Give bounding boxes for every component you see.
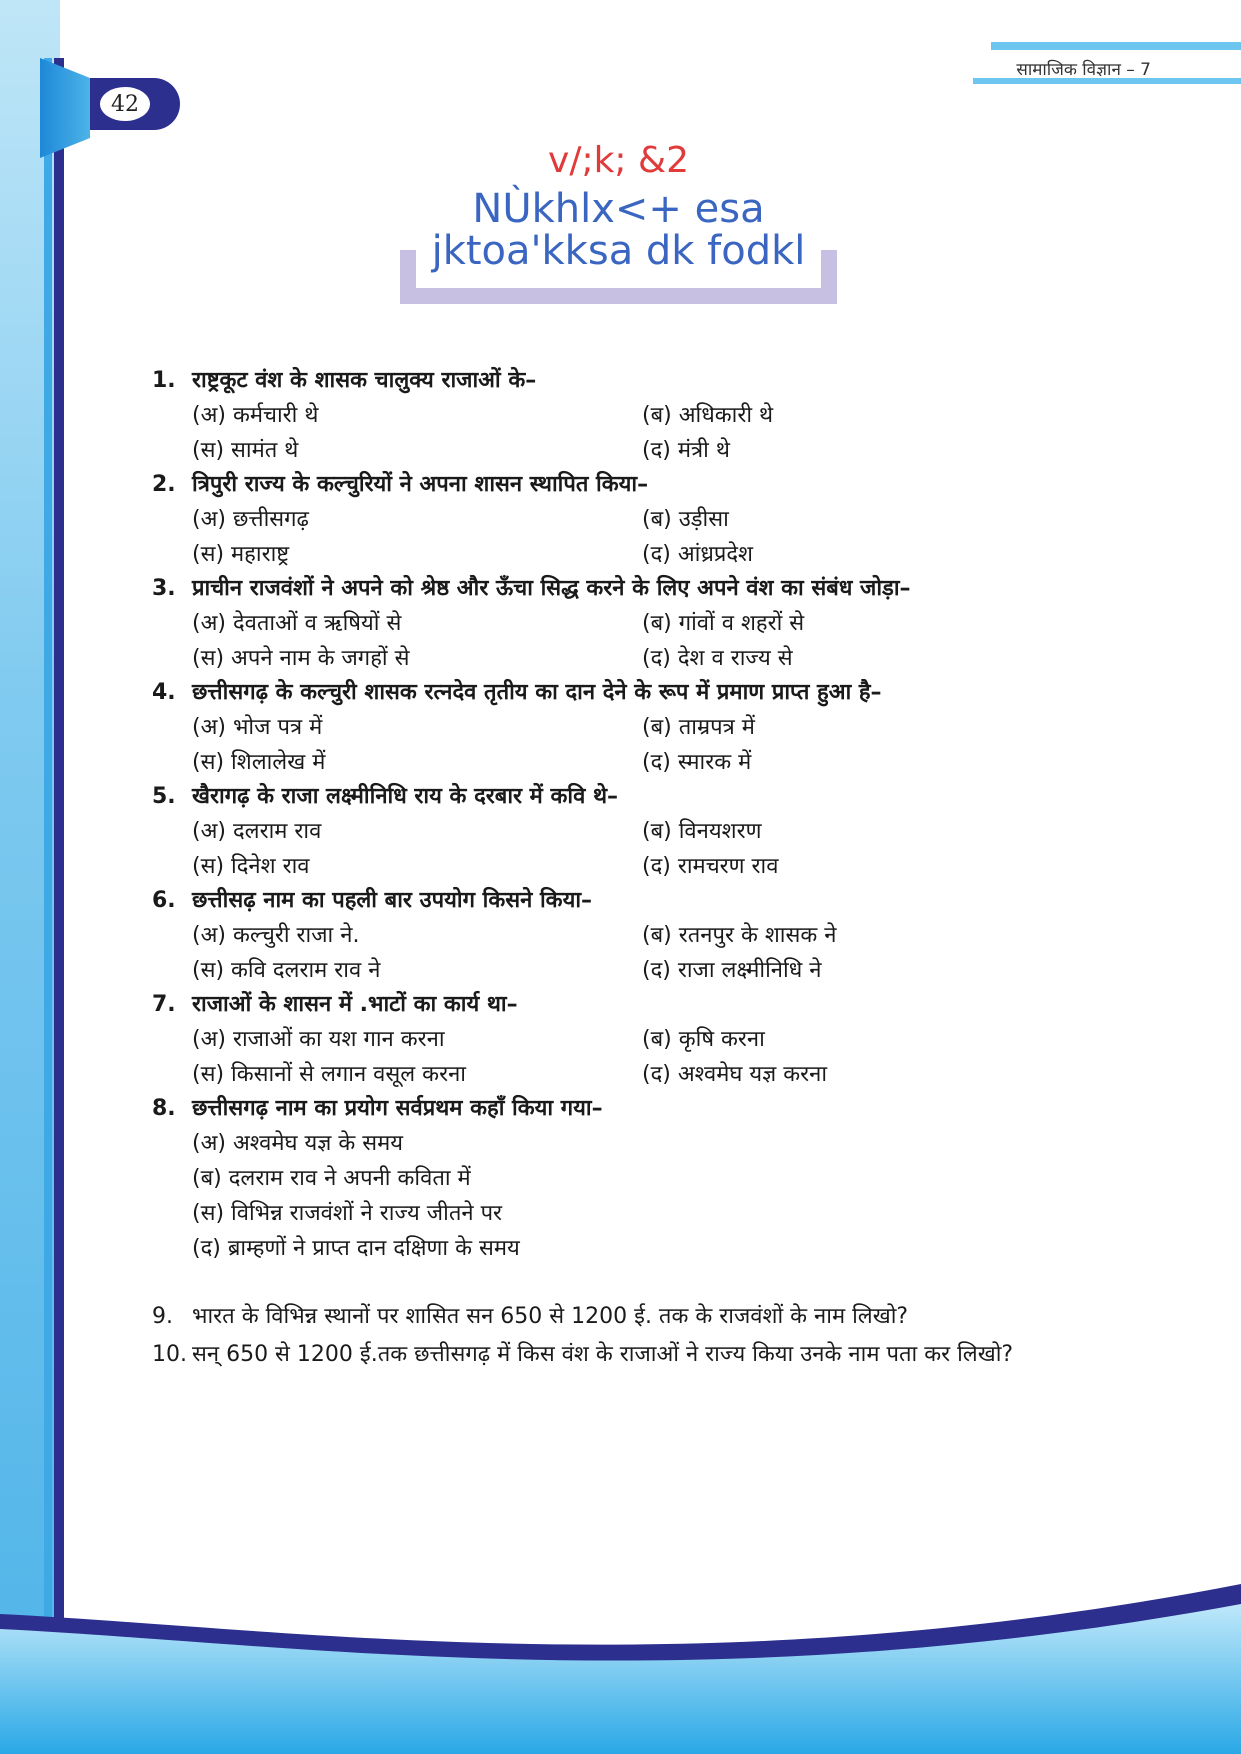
question — [152, 1092, 1094, 1126]
question-text: त्रिपुरी राज्य के कल्चुरियों ने अपना शासन स्थापित किया– — [192, 472, 649, 497]
question-text: राजाओं के शासन में .भाटों का कार्य था– — [192, 992, 518, 1017]
option: (स) शिलालेख में — [192, 750, 326, 775]
option: (ब) विनयशरण — [642, 819, 762, 844]
option: (अ) दलराम राव — [192, 819, 322, 844]
chapter-title: NÙkhlx<+ esa jktoa'kksa dk fodkl — [431, 186, 806, 274]
question-text: खैरागढ़ के राजा लक्ष्मीनिधि राय के दरबार में कवि थे– — [192, 784, 619, 809]
question-number: 7. — [152, 992, 176, 1017]
open-question — [152, 1300, 1094, 1334]
question-text: राष्ट्रकूट वंश के शासक चालुक्य राजाओं के– — [192, 368, 537, 393]
question-number: 10. — [152, 1342, 187, 1367]
option: (ब) उड़ीसा — [642, 507, 729, 532]
option: (स) कवि दलराम राव ने — [192, 958, 381, 983]
option: (द) देश व राज्य से — [642, 646, 793, 671]
question — [152, 884, 1094, 918]
options — [152, 502, 1094, 572]
option: (द) रामचरण राव — [642, 854, 779, 879]
options — [152, 918, 1094, 988]
question-text: सन् 650 से 1200 ई.तक छत्तीसगढ़ में किस वंश के राजाओं ने राज्य किया उनके नाम पता कर लिखो? — [192, 1342, 1014, 1367]
option: (स) विभिन्न राजवंशों ने राज्य जीतने पर — [192, 1201, 503, 1226]
question-text: छत्तीसढ़ नाम का पहली बार उपयोग किसने किया– — [192, 888, 593, 913]
option: (ब) रतनपुर के शासक ने — [642, 923, 837, 948]
question — [152, 988, 1094, 1022]
question-text: प्राचीन राजवंशों ने अपने को श्रेष्ठ और ऊँचा सिद्ध करने के लिए अपने वंश का संबंध जोड़ा– — [192, 576, 911, 601]
question-text: छत्तीसगढ़ नाम का प्रयोग सर्वप्रथम कहाँ किया गया– — [192, 1096, 603, 1121]
question — [152, 468, 1094, 502]
options — [152, 606, 1094, 676]
question-number: 8. — [152, 1096, 176, 1121]
option: (द) मंत्री थे — [642, 438, 730, 463]
option: (स) किसानों से लगान वसूल करना — [192, 1062, 466, 1087]
option: (ब) ताम्रपत्र में — [642, 715, 755, 740]
question-list — [152, 364, 1094, 1372]
option: (अ) राजाओं का यश गान करना — [192, 1027, 445, 1052]
question — [152, 364, 1094, 398]
option: (ब) अधिकारी थे — [642, 403, 774, 428]
question-number: 6. — [152, 888, 176, 913]
running-head: सामाजिक विज्ञान – 7 — [1016, 60, 1151, 80]
option: (स) महाराष्ट्र — [192, 542, 290, 567]
option: (स) सामंत थे — [192, 438, 299, 463]
question-number: 5. — [152, 784, 176, 809]
question — [152, 780, 1094, 814]
options — [152, 1022, 1094, 1092]
chapter-label: v/;k; &2 — [548, 140, 689, 181]
option: (ब) कृषि करना — [642, 1027, 765, 1052]
option: (अ) छत्तीसगढ़ — [192, 507, 309, 532]
header-line-top — [991, 42, 1241, 50]
open-question — [152, 1338, 1094, 1372]
left-decor-bar — [54, 58, 64, 1618]
option: (अ) कर्मचारी थे — [192, 403, 319, 428]
question-number: 3. — [152, 576, 176, 601]
options — [152, 398, 1094, 468]
question-number: 2. — [152, 472, 176, 497]
page-number: 42 — [100, 87, 150, 121]
bottom-wave-decor — [0, 1554, 1241, 1754]
options — [152, 710, 1094, 780]
option: (द) आंध्रप्रदेश — [642, 542, 754, 567]
option: (ब) दलराम राव ने अपनी कविता में — [192, 1166, 471, 1191]
question-number: 1. — [152, 368, 176, 393]
option: (अ) कल्चुरी राजा ने. — [192, 923, 360, 948]
question-text: भारत के विभिन्न स्थानों पर शासित सन 650 से 1200 ई. तक के राजवंशों के नाम लिखो? — [192, 1304, 909, 1329]
question — [152, 676, 1094, 710]
option: (द) अश्वमेघ यज्ञ करना — [642, 1062, 828, 1087]
option: (अ) अश्वमेघ यज्ञ के समय — [192, 1131, 404, 1156]
option: (अ) देवताओं व ऋषियों से — [192, 611, 402, 636]
option: (द) ब्राम्हणों ने प्राप्त दान दक्षिणा के समय — [192, 1236, 520, 1261]
options — [152, 1126, 1094, 1266]
question-number: 9. — [152, 1304, 173, 1329]
option: (स) दिनेश राव — [192, 854, 310, 879]
option: (ब) गांवों व शहरों से — [642, 611, 805, 636]
option: (द) स्मारक में — [642, 750, 752, 775]
question-text: छत्तीसगढ़ के कल्चुरी शासक रत्नदेव तृतीय का दान देने के रूप में प्रमाण प्राप्त हुआ है– — [192, 680, 882, 705]
page-tab-flag — [40, 58, 90, 158]
option: (स) अपने नाम के जगहों से — [192, 646, 410, 671]
option: (द) राजा लक्ष्मीनिधि ने — [642, 958, 822, 983]
options — [152, 814, 1094, 884]
option: (अ) भोज पत्र में — [192, 715, 323, 740]
left-decor-bar-light — [44, 58, 52, 1618]
question-number: 4. — [152, 680, 176, 705]
question — [152, 572, 1094, 606]
